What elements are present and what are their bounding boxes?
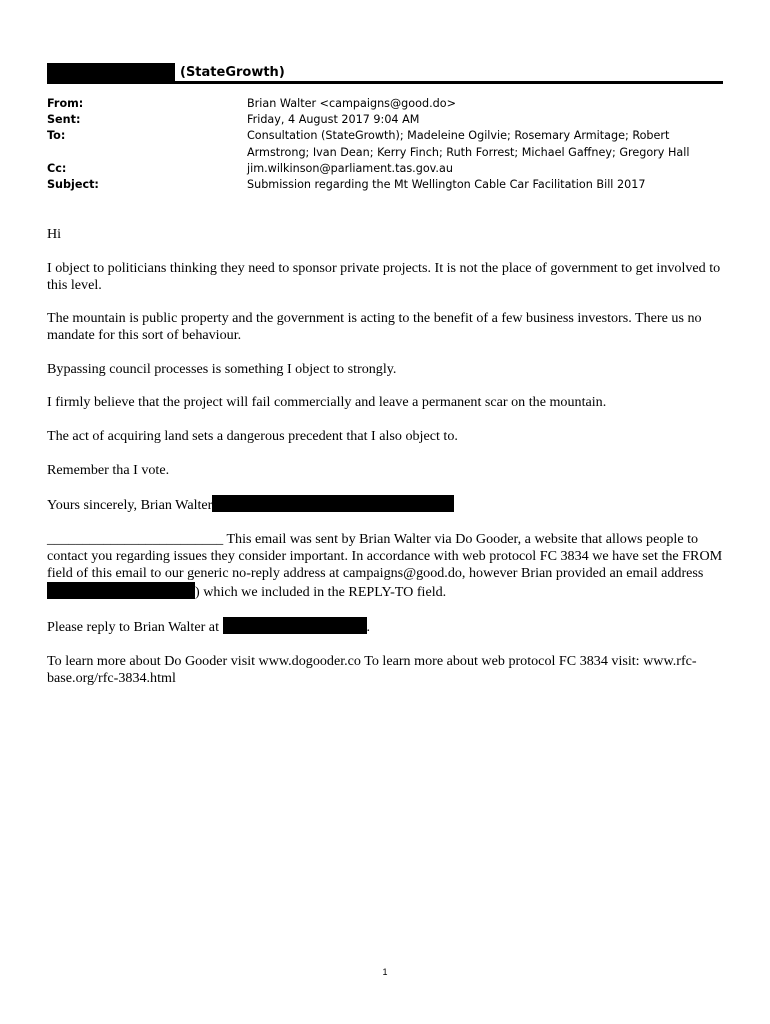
redacted-sender-name (47, 63, 175, 82)
signoff-text: Yours sincerely, Brian Walter (47, 497, 213, 514)
sent-label: Sent: (47, 113, 81, 127)
body-paragraph-6: Remember tha I vote. (47, 461, 170, 478)
body-paragraph-4: I firmly believe that the project will fail commercially and leave a permanent scar on the mountain. (47, 394, 607, 411)
reply-suffix: . (366, 619, 371, 636)
to-label: To: (47, 129, 66, 143)
email-body (47, 226, 723, 704)
from-value: Brian Walter <campaigns@good.do> (247, 97, 456, 110)
body-paragraph-1: I object to politicians thinking they need to sponsor private projects. It is not the place of government to get involved to this level. (47, 259, 721, 293)
reply-paragraph (47, 617, 723, 636)
sent-row (47, 112, 723, 128)
subject-value: Submission regarding the Mt Wellington Cable Car Facilitation Bill 2017 (247, 178, 646, 192)
redacted-email-address (47, 582, 195, 599)
to-row (47, 128, 723, 160)
sender-header (47, 62, 285, 82)
learn-more-paragraph: To learn more about Do Gooder visit www.dogooder.co To learn more about web protocol FC 3834 visit: www.rfc-base.org/rfc-3834.html (47, 652, 697, 686)
redacted-reply-address (223, 617, 367, 634)
cc-value: jim.wilkinson@parliament.tas.gov.au (247, 161, 453, 175)
footer-paragraph (47, 531, 723, 601)
signoff-paragraph (47, 495, 723, 514)
body-paragraph-2: The mountain is public property and the government is acting to the benefit of a few business investors. There us no mandate for this sort of behaviour. (47, 310, 702, 344)
redacted-signature-details (212, 495, 454, 512)
email-header-fields (47, 96, 723, 193)
footer-text-end: ) which we included in the REPLY-TO field. (195, 583, 447, 600)
header-divider (47, 81, 723, 84)
sender-organization: (StateGrowth) (180, 64, 285, 80)
body-paragraph-5: The act of acquiring land sets a dangerous precedent that I also object to. (47, 427, 458, 444)
greeting: Hi (47, 226, 62, 242)
from-label: From: (47, 97, 84, 110)
to-value: Consultation (StateGrowth); Madeleine Ogilvie; Rosemary Armitage; Robert Armstrong; Ivan Dean; Kerry Finch; Ruth Forrest; Michael Gaffney; Gregory Hall (247, 129, 690, 159)
subject-row (47, 177, 723, 193)
from-row (47, 96, 723, 112)
sent-value: Friday, 4 August 2017 9:04 AM (247, 113, 420, 127)
footer-text-start: _________________________ This email was sent by Brian Walter via Do Gooder, a website that allows people to contact you regarding issues they consider important. In accordance with web protocol FC 3834 we have set the FROM field of this email to our generic no-reply address at campaigns@good.do, however Brian provided an email address (47, 530, 723, 581)
subject-label: Subject: (47, 178, 99, 192)
cc-row (47, 161, 723, 177)
page-number: 1 (382, 967, 388, 977)
cc-label: Cc: (47, 161, 67, 175)
reply-text: Please reply to Brian Walter at (47, 619, 223, 636)
body-paragraph-3: Bypassing council processes is something I object to strongly. (47, 360, 397, 377)
